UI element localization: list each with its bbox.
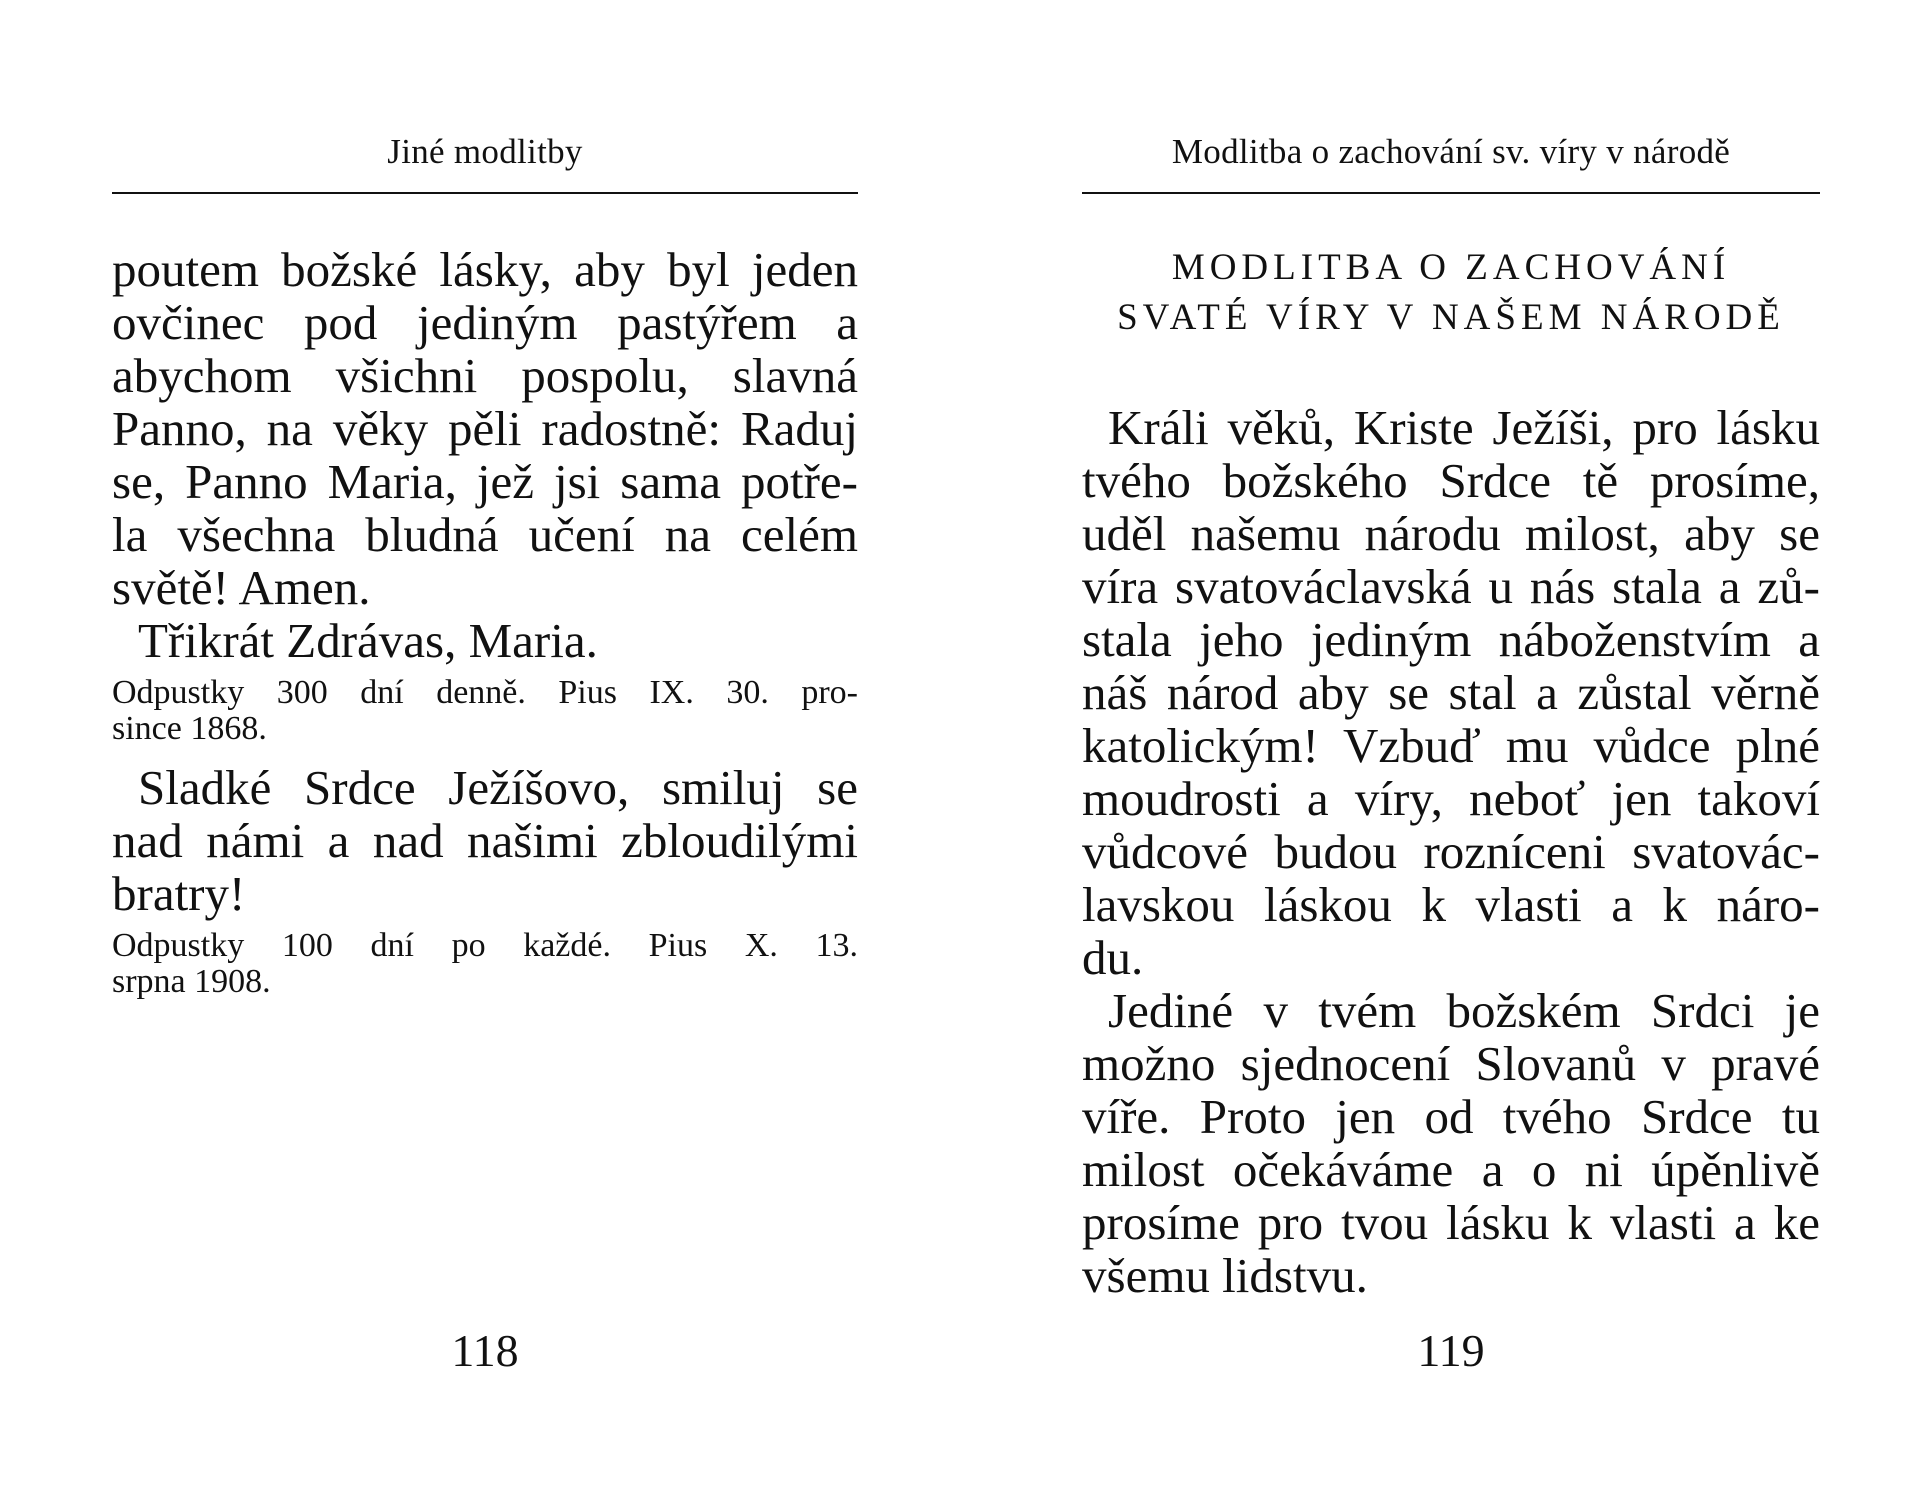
text-line: se, Panno Maria, jež jsi sama potře- xyxy=(112,454,858,509)
running-head: Jiné modlitby xyxy=(387,132,583,171)
text-line: tvého božského Srdce tě prosíme, xyxy=(1082,453,1820,508)
text-line: víra svatováclavská u nás stala a zů- xyxy=(1082,559,1820,614)
text-line: nad námi a nad našimi zbloudilými xyxy=(112,813,858,868)
text-line: světě! Amen. xyxy=(112,560,371,615)
text-line: vůdcové budou rozníceni svatovác- xyxy=(1082,824,1820,879)
text-line: Sladké Srdce Ježíšovo, smiluj se xyxy=(138,760,858,815)
indulgence-note-line: Odpustky 100 dní po každé. Pius X. 13. xyxy=(112,927,858,964)
page-number: 119 xyxy=(1417,1325,1485,1376)
text-line: prosíme pro tvou lásku k vlasti a ke xyxy=(1082,1195,1820,1250)
text-line: možno sjednocení Slovanů v pravé xyxy=(1082,1036,1820,1091)
text-line: katolickým! Vzbuď mu vůdce plné xyxy=(1082,718,1820,773)
right-page xyxy=(1082,0,1820,1500)
prayer-title-line: SVATÉ VÍRY V NAŠEM NÁRODĚ xyxy=(1117,297,1785,338)
text-line: víře. Proto jen od tvého Srdce tu xyxy=(1082,1089,1820,1144)
prayer-title-line: MODLITBA O ZACHOVÁNÍ xyxy=(1171,247,1731,288)
text-line: lavskou láskou k vlasti a k náro- xyxy=(1082,877,1820,932)
text-line: la všechna bludná učení na celém xyxy=(112,507,858,562)
text-line: moudrosti a víry, neboť jen takoví xyxy=(1082,771,1820,826)
text-line: ovčinec pod jediným pastýřem a xyxy=(112,295,858,350)
text-line: Jediné v tvém božském Srdci je xyxy=(1108,983,1820,1038)
text-line: Králi věků, Kriste Ježíši, pro lásku xyxy=(1108,400,1820,455)
text-line: náš národ aby se stal a zůstal věrně xyxy=(1082,665,1820,720)
text-line: poutem božské lásky, aby byl jeden xyxy=(112,242,858,297)
text-line: milost očekáváme a o ni úpěnlivě xyxy=(1082,1142,1820,1197)
indulgence-note-line: since 1868. xyxy=(112,710,267,747)
indulgence-note-line: srpna 1908. xyxy=(112,963,271,1000)
page-body xyxy=(1082,243,1820,1302)
text-line: Panno, na věky pěli radostně: Raduj xyxy=(112,401,858,456)
text-line: abychom všichni pospolu, slavná xyxy=(112,348,858,403)
running-head: Modlitba o zachování sv. víry v národě xyxy=(1171,132,1731,171)
indulgence-note-line: Odpustky 300 dní denně. Pius IX. 30. pro- xyxy=(112,674,858,711)
head-rule xyxy=(1082,192,1820,194)
prayer-instruction: Třikrát Zdrávas, Maria. xyxy=(138,613,598,668)
text-line: stala jeho jediným náboženstvím a xyxy=(1082,612,1820,667)
text-line: všemu lidstvu. xyxy=(1082,1248,1368,1303)
head-rule xyxy=(112,192,858,194)
text-line: uděl našemu národu milost, aby se xyxy=(1082,506,1820,561)
text-line: bratry! xyxy=(112,866,246,921)
left-page xyxy=(112,0,858,1500)
page-body xyxy=(112,243,858,1000)
page-number: 118 xyxy=(451,1325,519,1376)
text-line: du. xyxy=(1082,930,1144,985)
